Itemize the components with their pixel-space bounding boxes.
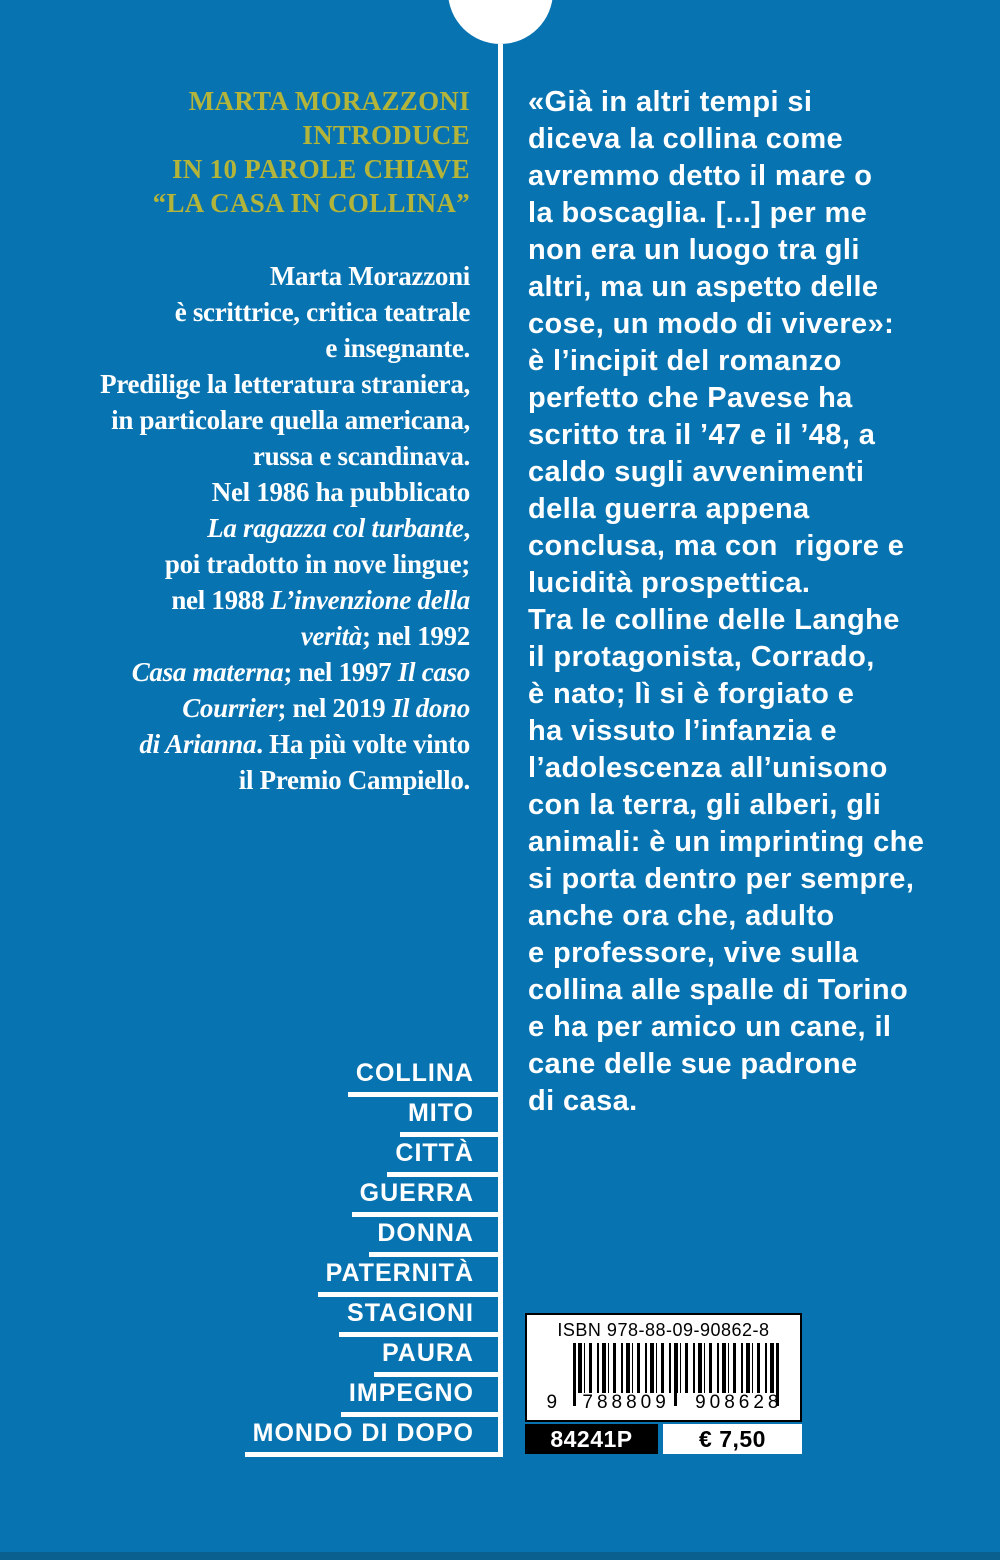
- bio-line: [20, 330, 470, 366]
- bio-text-segment: . Ha più volte vinto: [256, 729, 470, 759]
- bio-line: [20, 618, 470, 654]
- description-line: di casa.: [528, 1085, 638, 1117]
- keyword-label: DONNA: [369, 1220, 500, 1257]
- book-description: [528, 84, 993, 1120]
- bio-text-segment: Nel 1986 ha pubblicato: [211, 477, 470, 507]
- bio-text-segment: in particolare quella americana,: [111, 405, 470, 435]
- bio-line: [20, 474, 470, 510]
- book-title: Il caso: [397, 657, 470, 687]
- bio-line: [20, 366, 470, 402]
- description-line: il protagonista, Corrado,: [528, 641, 875, 673]
- author-bio: [20, 258, 470, 798]
- bio-text-segment: ; nel 1992: [362, 621, 470, 651]
- keyword-label: IMPEGNO: [341, 1380, 500, 1417]
- bio-line: [20, 654, 470, 690]
- bio-line: [20, 510, 470, 546]
- book-title: Courrier: [182, 693, 278, 723]
- description-line: cane delle sue padrone: [528, 1048, 858, 1080]
- thumb-notch: [448, 0, 553, 44]
- keyword-item: [245, 1140, 500, 1177]
- description-line: la boscaglia. [...] per me: [528, 197, 868, 229]
- bio-line: [20, 438, 470, 474]
- intro-heading-line: INTRODUCE: [302, 120, 470, 150]
- description-line: con la terra, gli alberi, gli: [528, 789, 882, 821]
- description-line: «Già in altri tempi si: [528, 86, 813, 118]
- book-title: L’invenzione della: [270, 585, 470, 615]
- description-line: Tra le colline delle Langhe: [528, 604, 900, 636]
- book-title: verità: [300, 621, 362, 651]
- description-line: perfetto che Pavese ha: [528, 382, 853, 414]
- description-line: cose, un modo di vivere»:: [528, 308, 895, 340]
- bottom-edge: [0, 1552, 1000, 1560]
- barcode-digit-group: 788809: [582, 1392, 670, 1413]
- keyword-item: [245, 1340, 500, 1377]
- description-line: lucidità prospettica.: [528, 567, 811, 599]
- barcode-digits: [545, 1393, 783, 1413]
- intro-heading-line: MARTA MORAZZONI: [188, 86, 470, 116]
- bio-line: [20, 726, 470, 762]
- intro-heading-line: IN 10 PAROLE CHIAVE: [172, 154, 470, 184]
- price: € 7,50: [663, 1424, 802, 1454]
- bio-text-segment: Predilige la letteratura straniera,: [100, 369, 470, 399]
- description-line: della guerra appena: [528, 493, 810, 525]
- keyword-item: [245, 1100, 500, 1137]
- bio-line: [20, 690, 470, 726]
- bio-text-segment: poi tradotto in nove lingue;: [164, 549, 470, 579]
- keyword-item: [245, 1300, 500, 1337]
- bio-line: [20, 582, 470, 618]
- book-title: di Arianna: [139, 729, 257, 759]
- description-line: si porta dentro per sempre,: [528, 863, 915, 895]
- bio-text-segment: il Premio Campiello.: [238, 765, 470, 795]
- description-line: l’adolescenza all’unisono: [528, 752, 888, 784]
- bio-text-segment: è scrittrice, critica teatrale: [174, 297, 470, 327]
- bio-line: [20, 258, 470, 294]
- keyword-label: MONDO DI DOPO: [245, 1420, 500, 1457]
- bio-line: [20, 294, 470, 330]
- keyword-label: MITO: [400, 1100, 500, 1137]
- bio-text-segment: russa e scandinava.: [252, 441, 470, 471]
- description-line: e ha per amico un cane, il: [528, 1011, 892, 1043]
- description-line: anche ora che, adulto: [528, 900, 835, 932]
- keyword-label: PAURA: [374, 1340, 500, 1377]
- description-line: non era un luogo tra gli: [528, 234, 860, 266]
- bio-line: [20, 762, 470, 798]
- keyword-label: STAGIONI: [339, 1300, 500, 1337]
- bio-text-segment: ; nel 1997: [283, 657, 398, 687]
- bio-text-segment: e insegnante.: [325, 333, 470, 363]
- price-row: [525, 1424, 802, 1454]
- keyword-label: CITTÀ: [387, 1140, 500, 1177]
- isbn-box: [525, 1313, 802, 1422]
- barcode-digit-group: 908628: [695, 1392, 783, 1413]
- isbn-number: ISBN 978-88-09-90862-8: [557, 1320, 770, 1340]
- intro-heading-line: “LA CASA IN COLLINA”: [152, 188, 470, 218]
- description-line: è l’incipit del romanzo: [528, 345, 842, 377]
- bio-text-segment: nel 1988: [171, 585, 271, 615]
- book-title: Il dono: [391, 693, 470, 723]
- intro-heading: [20, 84, 470, 220]
- description-line: scritto tra il ’47 e il ’48, a: [528, 419, 876, 451]
- book-title: La ragazza col turbante: [207, 513, 464, 543]
- keyword-list: [245, 1060, 500, 1460]
- description-line: e professore, vive sulla: [528, 937, 859, 969]
- bio-line: [20, 402, 470, 438]
- keyword-label: PATERNITÀ: [318, 1260, 500, 1297]
- book-title: Casa materna: [131, 657, 284, 687]
- keyword-item: [245, 1220, 500, 1257]
- bio-line: [20, 546, 470, 582]
- keyword-item: [245, 1420, 500, 1457]
- description-line: diceva la collina come: [528, 123, 844, 155]
- description-line: conclusa, ma con rigore e: [528, 530, 905, 562]
- barcode-digit-group: 9: [546, 1392, 558, 1413]
- description-line: caldo sugli avvenimenti: [528, 456, 865, 488]
- barcode-block: [525, 1313, 802, 1454]
- keyword-item: [245, 1060, 500, 1097]
- bio-text-segment: ; nel 2019: [277, 693, 392, 723]
- ean-barcode: [545, 1343, 783, 1417]
- description-line: collina alle spalle di Torino: [528, 974, 909, 1006]
- keyword-label: COLLINA: [348, 1060, 500, 1097]
- keyword-label: GUERRA: [352, 1180, 500, 1217]
- edition-code: 84241P: [525, 1424, 658, 1454]
- keyword-item: [245, 1180, 500, 1217]
- description-line: ha vissuto l’infanzia e: [528, 715, 837, 747]
- keyword-item: [245, 1380, 500, 1417]
- description-line: avremmo detto il mare o: [528, 160, 873, 192]
- description-line: è nato; lì si è forgiato e: [528, 678, 855, 710]
- keyword-item: [245, 1260, 500, 1297]
- bio-text-segment: ,: [463, 513, 470, 543]
- bio-text-segment: Marta Morazzoni: [269, 261, 470, 291]
- description-line: altri, ma un aspetto delle: [528, 271, 879, 303]
- description-line: animali: è un imprinting che: [528, 826, 925, 858]
